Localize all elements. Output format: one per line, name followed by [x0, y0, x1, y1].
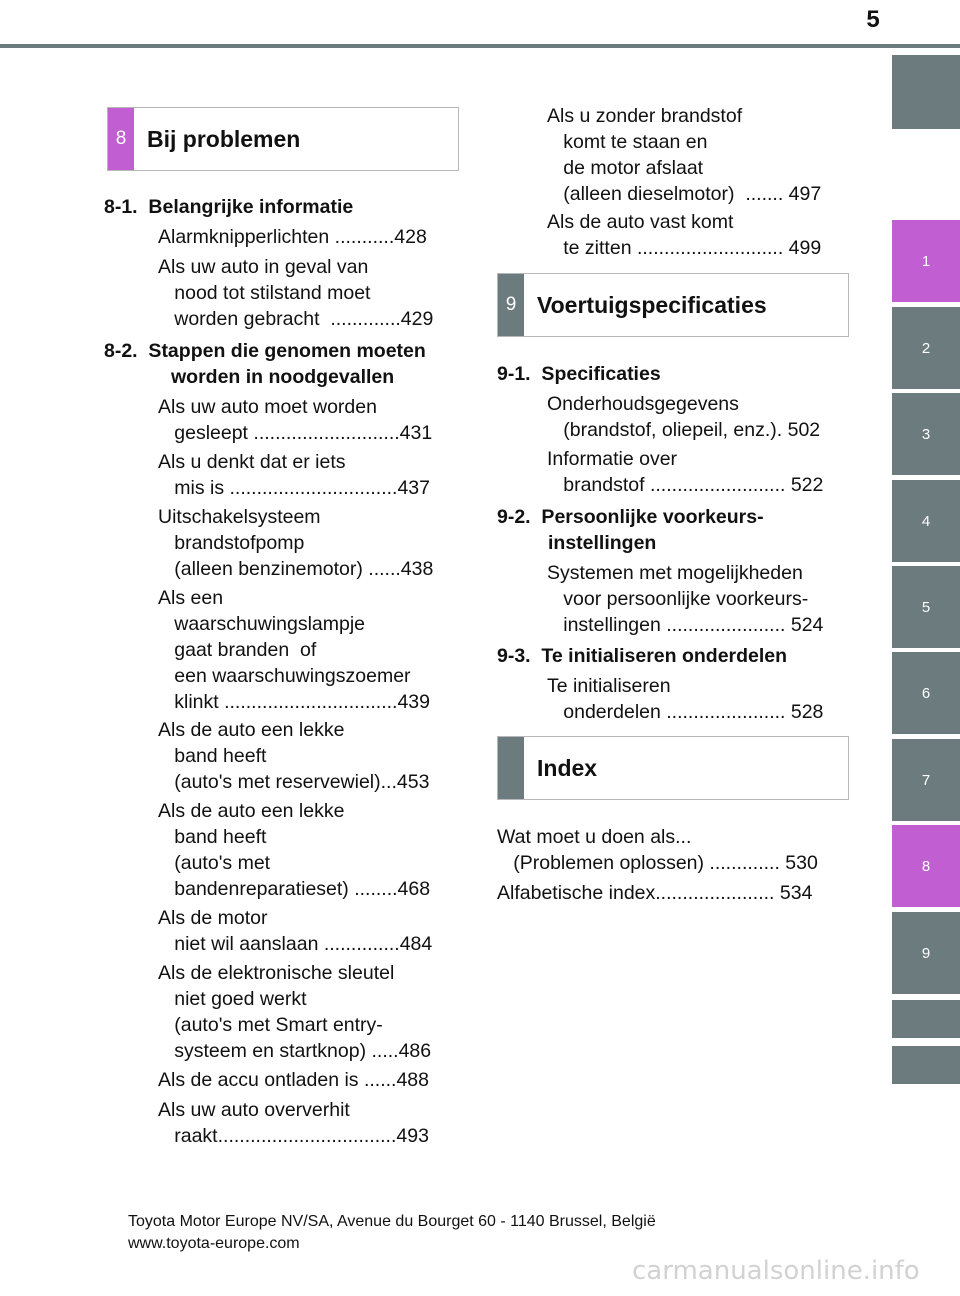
sidebar-tab-blank-a[interactable]: [892, 1000, 960, 1038]
top-rule: [0, 44, 960, 48]
toc-entry[interactable]: Als de auto een lekke: [158, 719, 345, 741]
toc-entry-cont[interactable]: brandstof ......................... 522: [547, 474, 824, 496]
toc-entry[interactable]: Alfabetische index...................... 534: [497, 882, 813, 904]
toc-entry[interactable]: Onderhoudsgegevens: [547, 393, 739, 415]
toc-entry-cont[interactable]: (alleen dieselmotor) ....... 497: [547, 183, 822, 205]
toc-entry[interactable]: Als de auto een lekke: [158, 800, 345, 822]
toc-entry[interactable]: Uitschakelsysteem: [158, 506, 321, 528]
toc-entry-cont[interactable]: (brandstof, oliepeil, enz.). 502: [547, 419, 821, 441]
section-9-title: Voertuigspecificaties: [537, 291, 767, 318]
toc-entry-cont[interactable]: (auto's met Smart entry-: [158, 1014, 383, 1036]
toc-entry-cont[interactable]: (alleen benzinemotor) ......438: [158, 558, 434, 580]
toc-heading-8-2[interactable]: 8-2. Stappen die genomen moeten: [104, 340, 426, 362]
toc-entry-cont[interactable]: band heeft: [158, 745, 267, 767]
toc-entry-cont[interactable]: (auto's met: [158, 852, 271, 874]
toc-entry-cont[interactable]: gaat branden of: [158, 639, 317, 661]
toc-entry[interactable]: Te initialiseren: [547, 675, 671, 697]
watermark: carmanualsonline.info: [632, 1256, 920, 1286]
sidebar-tab-4[interactable]: 4: [892, 480, 960, 562]
section-8-header: [107, 107, 459, 171]
index-header: [497, 736, 849, 800]
toc-entry-cont[interactable]: (Problemen oplossen) ............. 530: [497, 852, 818, 874]
footer-address: Toyota Motor Europe NV/SA, Avenue du Bourget 60 - 1140 Brussel, België: [128, 1213, 656, 1230]
toc-heading-9-2[interactable]: 9-2. Persoonlijke voorkeurs-: [497, 506, 764, 528]
toc-entry-cont[interactable]: een waarschuwingszoemer: [158, 665, 411, 687]
toc-entry-cont[interactable]: band heeft: [158, 826, 267, 848]
toc-entry-cont[interactable]: bandenreparatieset) ........468: [158, 878, 431, 900]
section-8-number: 8: [108, 108, 134, 170]
toc-entry-cont[interactable]: komt te staan en: [547, 131, 708, 153]
toc-entry-cont[interactable]: waarschuwingslampje: [158, 613, 366, 635]
toc-entry-cont[interactable]: mis is ...............................437: [158, 477, 430, 499]
toc-entry[interactable]: Als uw auto moet worden: [158, 396, 377, 418]
toc-entry-cont[interactable]: nood tot stilstand moet: [158, 282, 371, 304]
sidebar-tab-1[interactable]: 1: [892, 220, 960, 302]
toc-entry-cont[interactable]: niet goed werkt: [158, 988, 307, 1010]
toc-entry[interactable]: Als de auto vast komt: [547, 211, 734, 233]
sidebar-tab-blank-top[interactable]: [892, 55, 960, 129]
toc-entry[interactable]: Als uw auto oververhit: [158, 1099, 350, 1121]
toc-entry-cont[interactable]: (auto's met reservewiel)...453: [158, 771, 430, 793]
toc-entry-cont[interactable]: worden gebracht .............429: [158, 308, 434, 330]
toc-entry-cont[interactable]: systeem en startknop) .....486: [158, 1040, 432, 1062]
toc-entry-cont[interactable]: gesleept ...........................431: [158, 422, 433, 444]
toc-entry-cont[interactable]: raakt.................................493: [158, 1125, 429, 1147]
toc-entry-cont[interactable]: de motor afslaat: [547, 157, 704, 179]
toc-entry[interactable]: Als de elektronische sleutel: [158, 962, 395, 984]
page-number: 5: [866, 6, 880, 33]
sidebar-tab-9[interactable]: 9: [892, 912, 960, 994]
sidebar-tab-6[interactable]: 6: [892, 652, 960, 734]
index-strip: [498, 737, 524, 799]
toc-entry-cont[interactable]: voor persoonlijke voorkeurs-: [547, 588, 809, 610]
toc-heading-8-2-cont[interactable]: worden in noodgevallen: [171, 366, 395, 388]
sidebar-tab-blank-b[interactable]: [892, 1046, 960, 1084]
section-9-header: [497, 273, 849, 337]
toc-heading-9-2-cont[interactable]: instellingen: [548, 532, 657, 554]
toc-entry[interactable]: Als de accu ontladen is ......488: [158, 1069, 430, 1091]
toc-entry[interactable]: Als u denkt dat er iets: [158, 451, 346, 473]
toc-entry[interactable]: Als de motor: [158, 907, 268, 929]
toc-entry[interactable]: Als uw auto in geval van: [158, 256, 369, 278]
toc-heading-9-1[interactable]: 9-1. Specificaties: [497, 363, 661, 385]
toc-entry[interactable]: Als een: [158, 587, 224, 609]
section-8-title: Bij problemen: [147, 125, 301, 152]
sidebar-tab-5[interactable]: 5: [892, 566, 960, 648]
toc-entry-cont[interactable]: onderdelen ...................... 528: [547, 701, 824, 723]
toc-entry[interactable]: Wat moet u doen als...: [497, 826, 692, 848]
toc-heading-8-1[interactable]: 8-1. Belangrijke informatie: [104, 196, 354, 218]
toc-heading-9-3[interactable]: 9-3. Te initialiseren onderdelen: [497, 645, 788, 667]
toc-entry[interactable]: Informatie over: [547, 448, 678, 470]
toc-entry[interactable]: Systemen met mogelijkheden: [547, 562, 803, 584]
toc-entry[interactable]: Als u zonder brandstof: [547, 105, 743, 127]
toc-entry-cont[interactable]: klinkt ................................439: [158, 691, 431, 713]
sidebar-tab-7[interactable]: 7: [892, 739, 960, 821]
index-title: Index: [537, 754, 598, 781]
footer-url[interactable]: www.toyota-europe.com: [128, 1235, 300, 1252]
toc-entry[interactable]: Alarmknipperlichten ...........428: [158, 226, 427, 248]
sidebar-tab-3[interactable]: 3: [892, 393, 960, 475]
toc-entry-cont[interactable]: brandstofpomp: [158, 532, 305, 554]
sidebar-tab-8[interactable]: 8: [892, 825, 960, 907]
toc-entry-cont[interactable]: niet wil aanslaan ..............484: [158, 933, 433, 955]
toc-entry-cont[interactable]: instellingen ...................... 524: [547, 614, 824, 636]
toc-entry-cont[interactable]: te zitten ........................... 499: [547, 237, 822, 259]
sidebar-tab-2[interactable]: 2: [892, 307, 960, 389]
section-9-number: 9: [498, 274, 524, 336]
